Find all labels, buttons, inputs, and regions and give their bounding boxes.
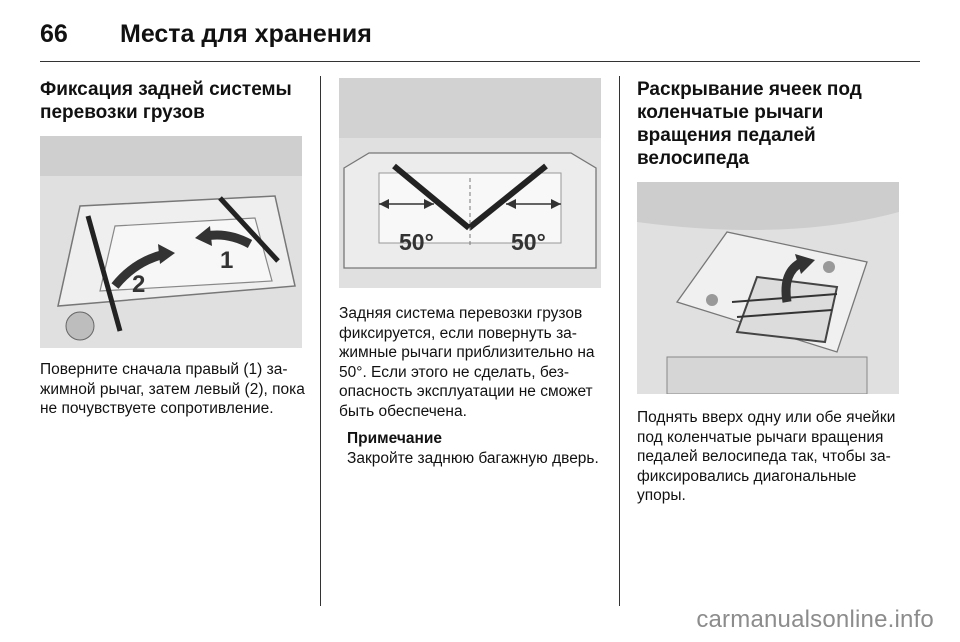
page-number: 66 bbox=[40, 19, 68, 48]
watermark: carmanualsonline.info bbox=[696, 606, 934, 633]
column-middle bbox=[339, 78, 605, 468]
body-text-pedal-cells: Поднять вверх одну или обе ячейки под коленчатые рычаги вращения педалей велосипеда так, чтобы зафиксировались диагональные упоры. bbox=[637, 409, 896, 504]
section-heading-cargo-fixing: Фиксация задней системы перевозки грузов bbox=[40, 79, 292, 123]
page-header bbox=[40, 14, 372, 54]
cargo-carrier-lever-illustration bbox=[40, 136, 302, 348]
angle-label-left: 50° bbox=[399, 229, 434, 255]
body-text-cargo-fixing: Поверните сначала правый (1) зажимной рычаг, затем левый (2), пока не почувствуете сопротивление. bbox=[40, 361, 305, 417]
figure-label-1: 1 bbox=[220, 247, 234, 274]
section-heading-pedal-cells: Раскрывание ячеек под коленчатые рычаги вращения педалей велосипеда bbox=[637, 79, 862, 169]
column-divider-1 bbox=[320, 76, 321, 606]
chapter-title: Места для хранения bbox=[120, 19, 372, 48]
lever-angle-illustration bbox=[339, 78, 601, 288]
pedal-cell-illustration bbox=[637, 182, 899, 394]
note-block bbox=[347, 429, 605, 468]
note-title: Примечание bbox=[347, 430, 442, 447]
header-rule bbox=[40, 61, 920, 62]
column-left bbox=[40, 78, 306, 419]
note-body: Закройте заднюю багажную дверь. bbox=[347, 449, 599, 467]
angle-label-right: 50° bbox=[511, 229, 546, 255]
column-right bbox=[637, 78, 907, 506]
body-text-angle: Задняя система перевозки грузов фиксируется, если повернуть зажимные рычаги приблизительно на 50°. Если этого не сделать, безопасность эксплуатации не сможет быть обеспечена. bbox=[339, 305, 595, 420]
figure-label-2: 2 bbox=[132, 271, 146, 298]
column-divider-2 bbox=[619, 76, 620, 606]
